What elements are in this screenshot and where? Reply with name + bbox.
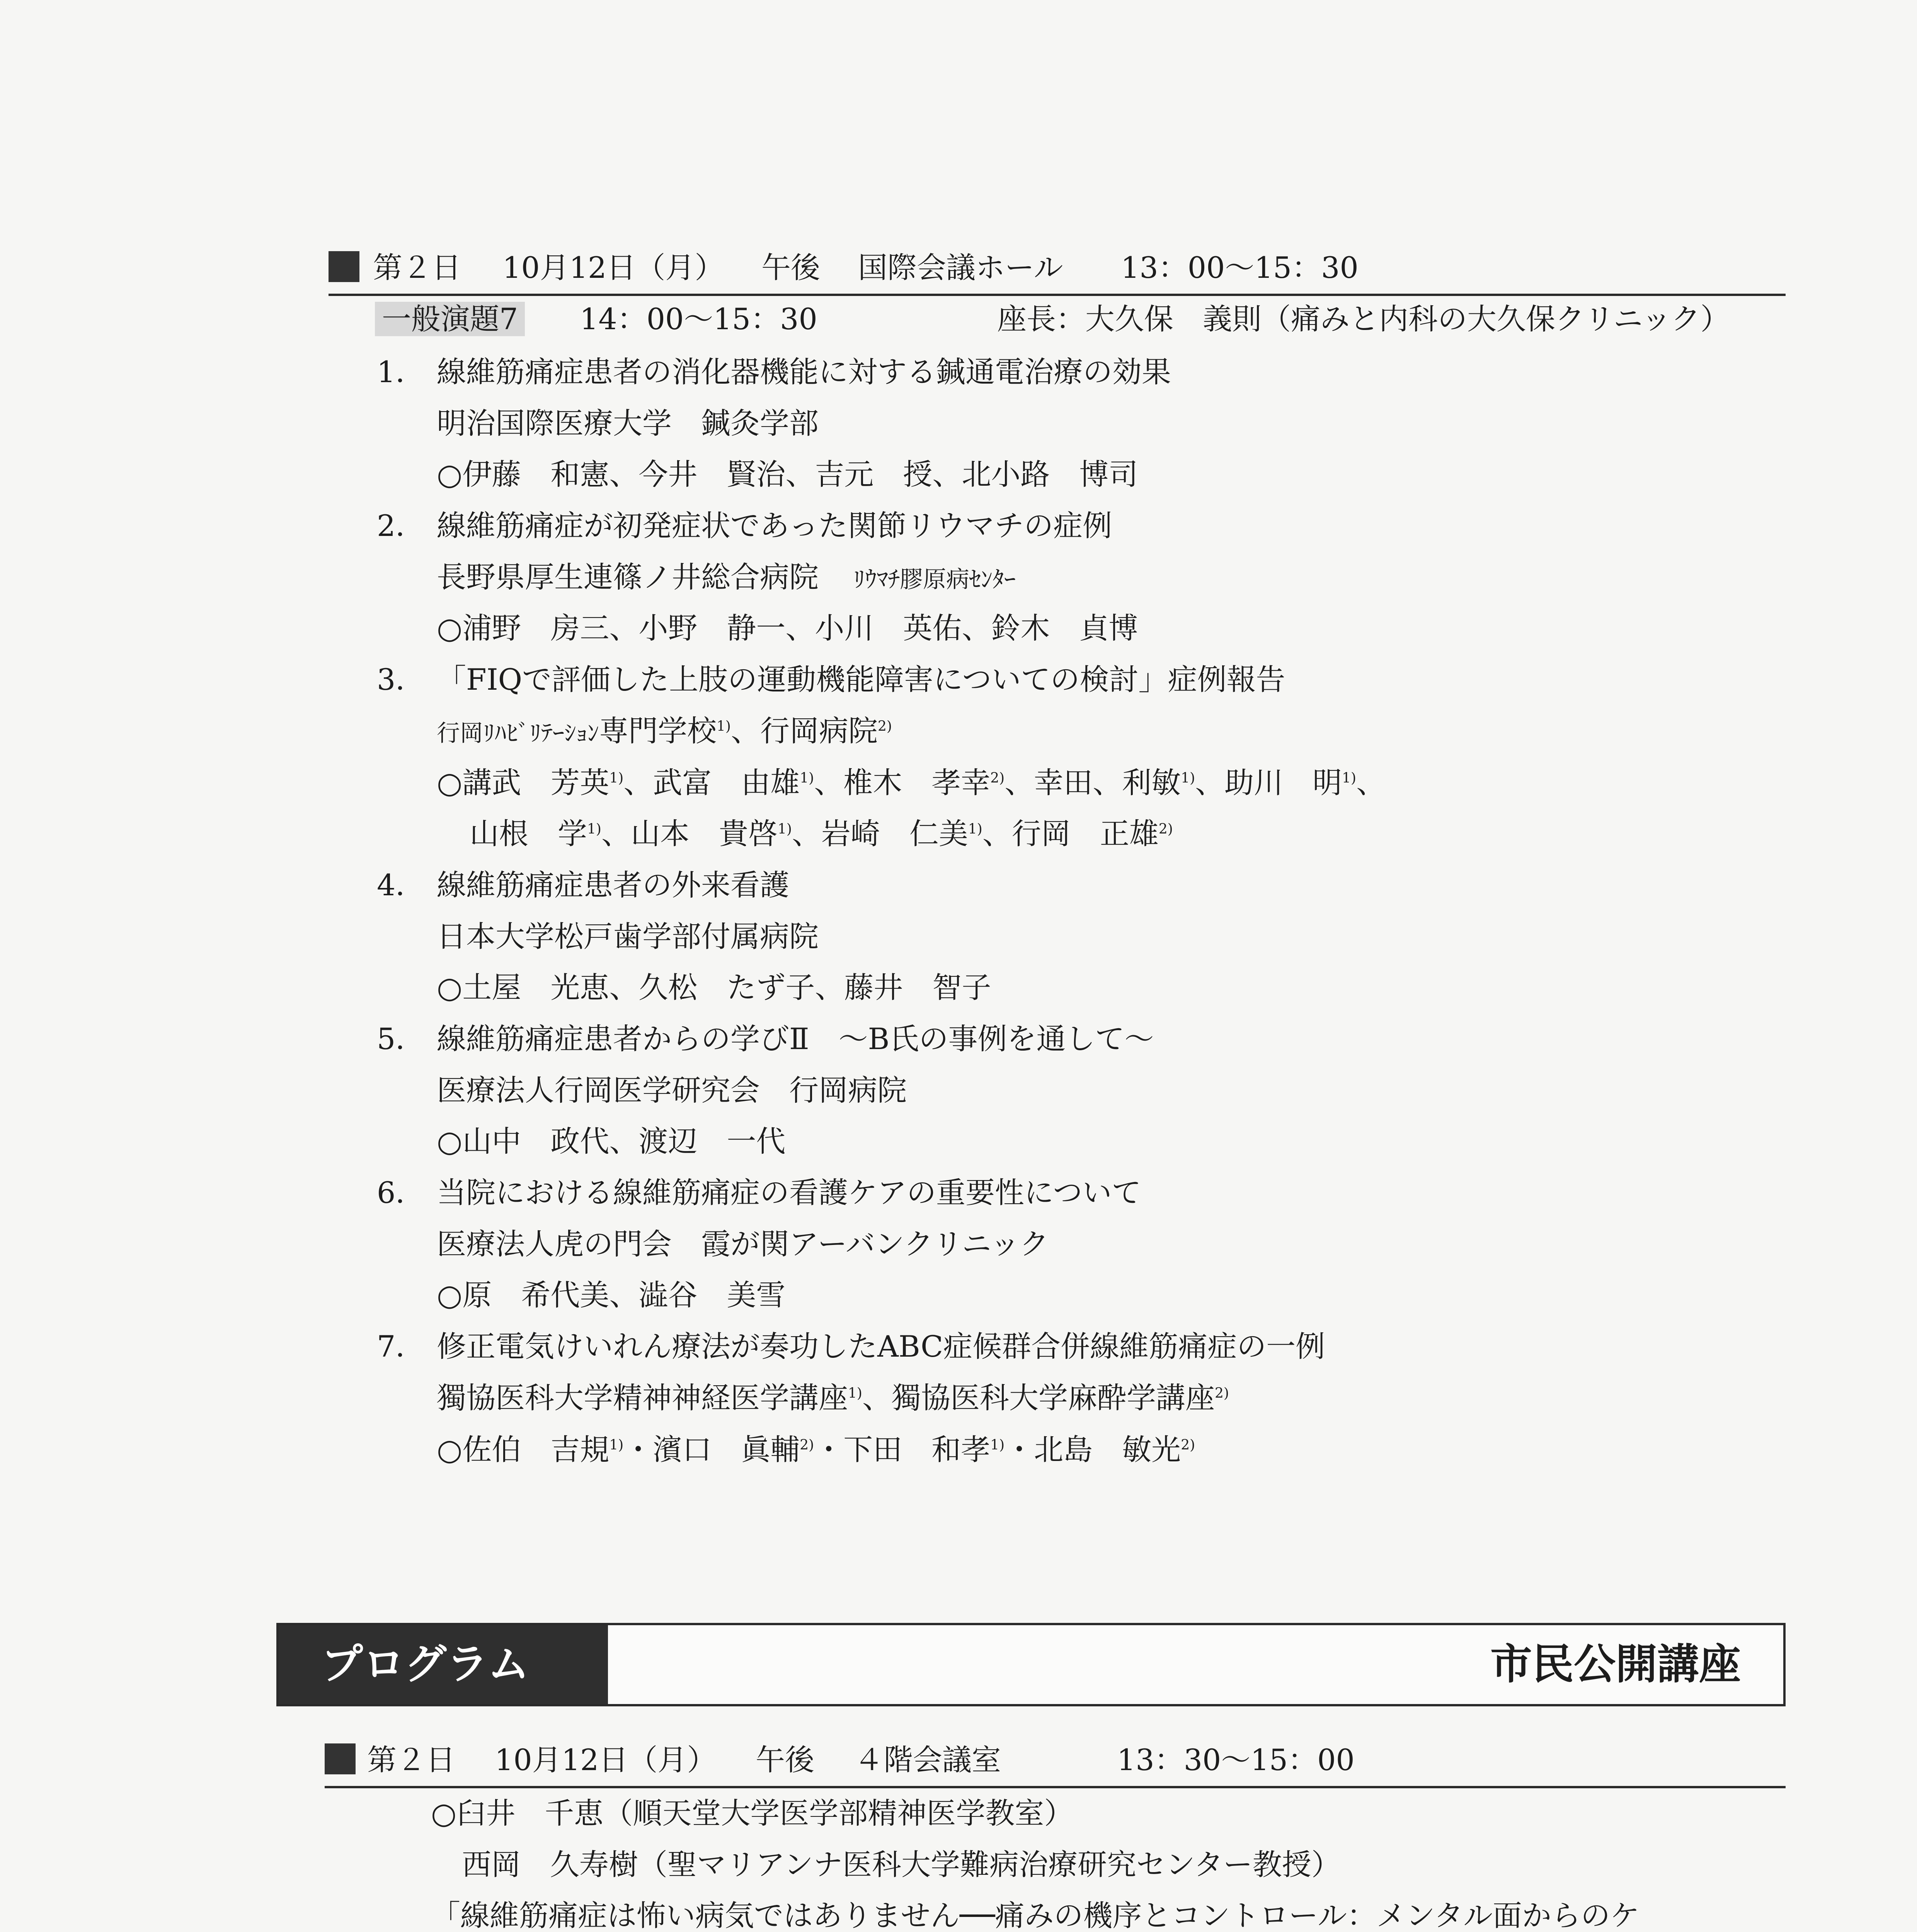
item-3-affil xyxy=(437,716,892,748)
author-sup: 1) xyxy=(1342,770,1357,786)
session1-chair: 座長：大久保 義則（痛みと内科の大久保クリニック） xyxy=(997,302,1730,336)
item-4-authors: ○土屋 光恵、久松 たず子、藤井 智子 xyxy=(437,970,991,1005)
session2-date: 10月12日（月） xyxy=(495,1743,717,1777)
session1-label-row xyxy=(375,304,525,334)
item-3-title: 「FIQで評価した上肢の運動機能障害についての検討」症例報告 xyxy=(437,662,1285,697)
author-sup: 1) xyxy=(800,770,814,786)
item-2-affil-small: ﾘｳﾏﾁ膠原病ｾﾝﾀｰ xyxy=(853,566,1016,593)
session2-period: 午後 xyxy=(756,1743,814,1777)
item-1-authors: ○伊藤 和憲、今井 賢治、吉元 授、北小路 博司 xyxy=(437,457,1138,492)
banner-public-lecture: 市民公開講座 xyxy=(1490,1640,1741,1689)
author-sup: 2) xyxy=(1181,1437,1195,1453)
item-3-affil-p3: 、行岡病院 xyxy=(730,714,878,748)
author-text: ○佐伯 吉規 xyxy=(437,1432,609,1467)
author-text: 、椎木 孝幸 xyxy=(814,765,991,800)
author-text: 、武富 由雄 xyxy=(623,765,800,800)
item-7-title: 修正電気けいれん療法が奏功したABC症候群合併線維筋痛症の一例 xyxy=(437,1329,1325,1364)
lecturer-nishioka: 西岡 久寿樹（聖マリアンナ医科大学難病治療研究センター教授） xyxy=(462,1847,1341,1882)
item-1-affil: 明治国際医療大学 鍼灸学部 xyxy=(437,406,819,440)
author-sup: 2) xyxy=(800,1437,814,1453)
item-3-authors-cont xyxy=(470,816,1173,851)
item-6-num: 6． xyxy=(377,1175,425,1210)
item-3-affil-p4: 2) xyxy=(877,718,892,735)
session1-time: 13：00～15：30 xyxy=(1121,250,1359,285)
affil-text: 獨協医科大学精神神経医学講座 xyxy=(437,1381,848,1415)
item-3-affil-p0: 行岡ﾘﾊﾋﾞﾘﾃｰｼｮﾝ xyxy=(437,720,599,747)
item-6-title: 当院における線維筋痛症の看護ケアの重要性について xyxy=(437,1175,1141,1210)
session1-time-range: 14：00～15：30 xyxy=(580,302,817,336)
item-2-affil xyxy=(437,560,1016,594)
item-3-num: 3． xyxy=(377,662,425,697)
program-banner xyxy=(276,1623,1786,1706)
section-marker-icon xyxy=(329,251,359,282)
author-text: 、 xyxy=(1356,765,1386,800)
item-2-num: 2． xyxy=(377,509,425,543)
author-sup: 1) xyxy=(587,821,601,837)
author-sup: 1) xyxy=(609,1437,624,1453)
item-3-affil-p1: 専門学校 xyxy=(599,714,717,748)
author-text: 、山本 貴啓 xyxy=(601,816,778,851)
item-3-affil-p2: 1) xyxy=(717,718,731,735)
author-sup: 1) xyxy=(609,770,624,786)
session2-header-rule xyxy=(325,1786,1786,1788)
session-label: 一般演題7 xyxy=(375,302,525,336)
author-sup: 1) xyxy=(1181,770,1195,786)
author-sup: 2) xyxy=(990,770,1005,786)
section-marker-icon xyxy=(325,1743,356,1774)
lecture-title: 「線維筋痛症は怖い病気ではありません──痛みの機序とコントロール：メンタル面からのケ xyxy=(431,1898,1639,1932)
session1-date: 10月12日（月） xyxy=(502,250,724,285)
author-text: ・下田 和孝 xyxy=(814,1432,991,1467)
item-6-authors: ○原 希代美、澁谷 美雪 xyxy=(437,1278,786,1312)
lecturer-usui: ○臼井 千恵（順天堂大学医学部精神医学教室） xyxy=(431,1796,1074,1830)
author-sup: 1) xyxy=(968,821,982,837)
author-sup: 1) xyxy=(777,821,792,837)
item-4-title: 線維筋痛症患者の外来看護 xyxy=(437,868,789,902)
session2-venue: ４階会議室 xyxy=(854,1743,1001,1777)
author-text: 、岩崎 仁美 xyxy=(792,816,968,851)
item-7-affil xyxy=(437,1383,1229,1413)
session1-period: 午後 xyxy=(761,250,820,285)
author-text: ・濱口 眞輔 xyxy=(623,1432,800,1467)
item-2-authors: ○浦野 房三、小野 静一、小川 英佑、鈴木 貞博 xyxy=(437,611,1138,645)
author-text: 、行岡 正雄 xyxy=(982,816,1159,851)
session2-time: 13：30～15：00 xyxy=(1117,1743,1355,1777)
affil-sup: 1) xyxy=(848,1385,862,1401)
item-5-num: 5． xyxy=(377,1022,425,1056)
author-text: 山根 学 xyxy=(470,816,587,851)
item-5-affil: 医療法人行岡医学研究会 行岡病院 xyxy=(437,1073,907,1107)
item-4-affil: 日本大学松戸歯学部付属病院 xyxy=(437,919,819,954)
banner-program-label: プログラム xyxy=(279,1625,608,1704)
item-2-affil-main: 長野県厚生連篠ノ井総合病院 xyxy=(437,560,819,594)
session1-header-rule xyxy=(329,294,1786,296)
item-7-num: 7． xyxy=(377,1329,425,1364)
item-2-title: 線維筋痛症が初発症状であった関節リウマチの症例 xyxy=(437,509,1112,543)
author-text: ・北島 敏光 xyxy=(1004,1432,1181,1467)
author-text: 、助川 明 xyxy=(1195,765,1342,800)
item-5-authors: ○山中 政代、渡辺 一代 xyxy=(437,1124,786,1158)
item-7-authors xyxy=(437,1432,1195,1467)
item-3-authors xyxy=(437,765,1386,800)
author-text: ○講武 芳英 xyxy=(437,765,609,800)
affil-sup: 2) xyxy=(1214,1385,1229,1401)
item-6-affil: 医療法人虎の門会 霞が関アーバンクリニック xyxy=(437,1227,1049,1261)
author-sup: 1) xyxy=(990,1437,1005,1453)
item-1-num: 1． xyxy=(377,355,425,389)
session2-day: 第２日 xyxy=(367,1743,455,1777)
session1-day: 第２日 xyxy=(373,250,461,285)
author-text: 、幸田、利敏 xyxy=(1004,765,1181,800)
item-1-title: 線維筋痛症患者の消化器機能に対する鍼通電治療の効果 xyxy=(437,355,1171,389)
item-4-num: 4． xyxy=(377,868,425,902)
item-5-title: 線維筋痛症患者からの学びⅡ ～B氏の事例を通して～ xyxy=(437,1022,1154,1056)
affil-text: 、獨協医科大学麻酔学講座 xyxy=(862,1381,1215,1415)
author-sup: 2) xyxy=(1158,821,1173,837)
session1-venue: 国際会議ホール xyxy=(858,250,1063,285)
